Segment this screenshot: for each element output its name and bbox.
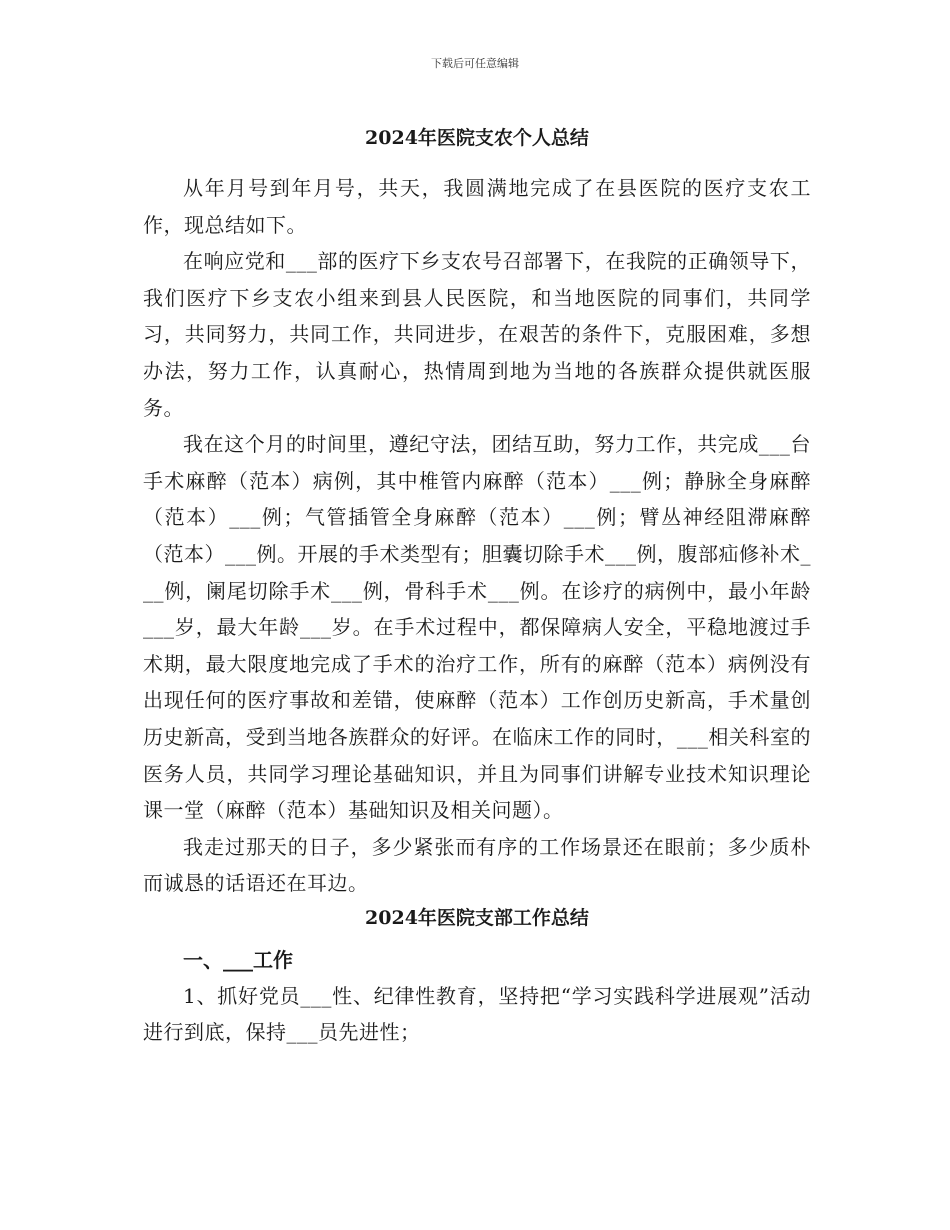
document-body [143, 122, 811, 1051]
section-heading: 一、___工作 [183, 947, 293, 972]
section-title: 2024年医院支部工作总结 [365, 906, 589, 929]
paragraph: 我走过那天的日子，多少紧张而有序的工作场景还在眼前；多少质朴而诚恳的话语还在耳边。 [143, 834, 811, 896]
paragraph: 我在这个月的时间里，遵纪守法，团结互助，努力工作，共完成___台手术麻醉（范本）病例，其中椎管内麻醉（范本）___例；静脉全身麻醉（范本）___例；气管插管全身麻醉（范本）___例；臂丛神经阻滞麻醉（范本）___例。开展的手术类型有；胆囊切除手术___例，腹部疝修补术___例，阑尾切除手术___例，骨科手术___例。在诊疗的病例中，最小年龄___岁，最大年龄___岁。在手术过程中，都保障病人安全，平稳地渡过手术期，最大限度地完成了手术的治疗工作，所有的麻醉（范本）病例没有出现任何的医疗事故和差错，使麻醉（范本）工作创历史新高，手术量创历史新高，受到当地各族群众的好评。在临床工作的同时，___相关科室的医务人员，共同学习理论基础知识，并且为同事们讲解专业技术知识理论课一堂（麻醉（范本）基础知识及相关问题）。 [143, 432, 811, 823]
paragraph: 从年月号到年月号，共天，我圆满地完成了在县医院的医疗支农工作，现总结如下。 [143, 176, 811, 237]
header-note: 下载后可任意编辑 [431, 57, 519, 70]
paragraph: 1、抓好党员___性、纪律性教育，坚持把“学习实践科学进展观”活动进行到底，保持___员先进性； [143, 983, 811, 1045]
document-title: 2024年医院支农个人总结 [365, 127, 589, 149]
paragraph: 在响应党和___部的医疗下乡支农号召部署下，在我院的正确领导下，我们医疗下乡支农小组来到县人民医院，和当地医院的同事们，共同学习，共同努力，共同工作，共同进步，在艰苦的条件下，克服困难，多想办法，努力工作，认真耐心，热情周到地为当地的各族群众提供就医服务。 [143, 249, 811, 420]
